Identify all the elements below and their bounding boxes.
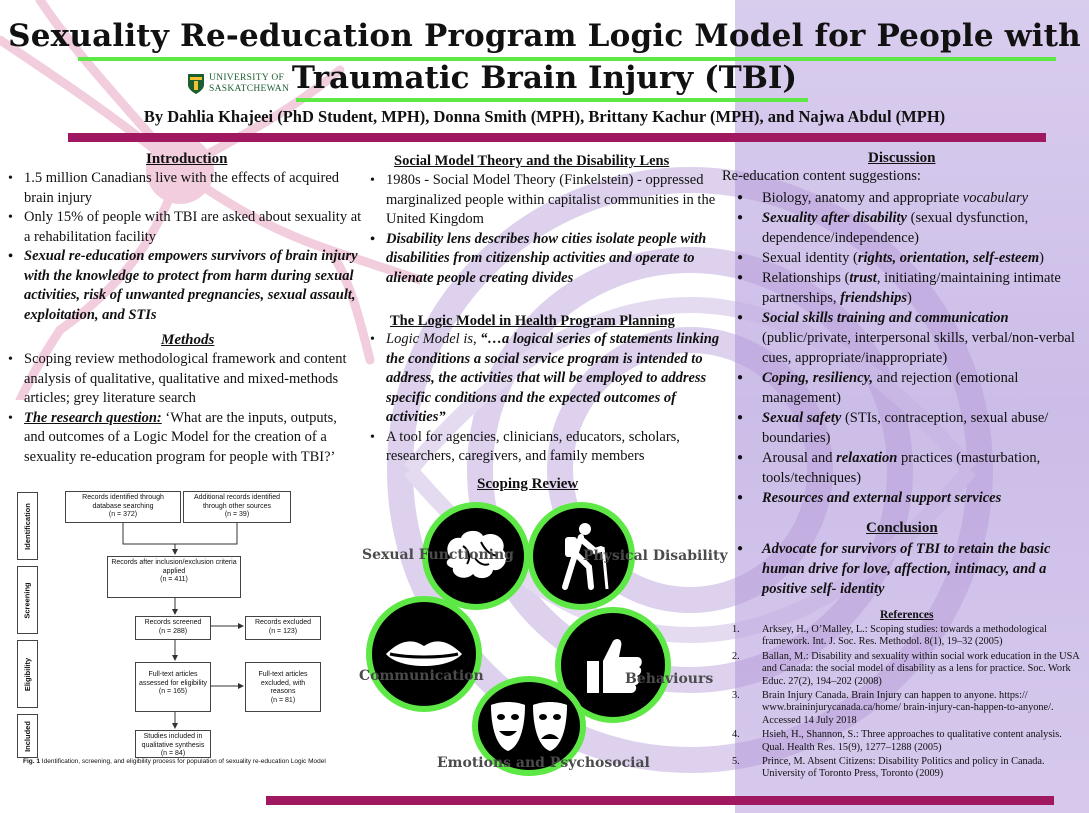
scoping-review-heading: Scoping Review (477, 476, 579, 492)
research-question-label: The research question: (24, 409, 162, 426)
list-item: • Only 15% of people with TBI are asked about sexuality at a rehabilitation facility (6, 208, 366, 247)
list-item: • Logic Model is, “…a logical series of statements linking the conditions a social service program is intended to address, the activities that will be employed to address specific conditions and the expected outcomes of activities” (368, 330, 720, 428)
title-underline-2 (296, 98, 808, 102)
list-item: ● Sexuality after disability (sexual dysfunction, dependence/independence) (724, 208, 1086, 248)
conclusion-list (724, 539, 1086, 599)
label-communication: Communication (359, 668, 484, 684)
prisma-flow-diagram (5, 488, 345, 763)
label-sexual-functioning: Sexual Functioning (362, 547, 514, 563)
methods-heading: Methods (161, 332, 215, 348)
prisma-stage-identification: Identification (17, 492, 38, 560)
list-item: ● Resources and external support services (724, 488, 1086, 508)
methods-list (6, 350, 351, 467)
research-question-text: ‘What are the inputs, outputs, and outcomes of a Logic Model for the creation of a sexuality re-education program for people with TBI?’ (24, 409, 337, 465)
prisma-box-database: Records identified through database searching (n = 372) (65, 491, 181, 523)
list-item: • 1980s - Social Model Theory (Finkelstein) - oppressed marginalized people within capitalist communities in the United Kingdom (368, 171, 720, 230)
prisma-box-excluded: Records excluded (n = 123) (245, 616, 321, 640)
prisma-box-after-criteria: Records after inclusion/exclusion criteria applied (n = 411) (107, 556, 241, 598)
list-item: ● Arousal and relaxation practices (masturbation, tools/techniques) (724, 448, 1086, 488)
figure-caption: Fig. 1 Identification, screening, and eligibility process for population of sexuality re-education Logic Model (23, 758, 326, 765)
discussion-heading: Discussion (868, 150, 936, 166)
reference-item: 3. Brain Injury Canada. Brain Injury can happen to anyone. https:// www.braininjurycanada.ca/home/ brain-injury-can-happen-to-anyone/. Accessed 14 July 2018 (732, 690, 1054, 726)
prisma-stage-eligibility: Eligibility (17, 640, 38, 708)
theatre-masks-icon (489, 699, 569, 753)
list-item: ● Advocate for survivors of TBI to retain the basic human drive for love, affection, intimacy, and a positive self- identity (724, 539, 1086, 599)
poster-title-line2: Traumatic Brain Injury (TBI) (291, 60, 798, 96)
list-item (6, 409, 351, 468)
prisma-box-fulltext-excluded: Full-text articles excluded, with reasons (n = 81) (245, 662, 321, 712)
conclusion-heading: Conclusion (866, 520, 938, 536)
prisma-stage-included: Included (17, 714, 38, 758)
prisma-box-fulltext: Full-text articles assessed for eligibility (n = 165) (135, 662, 211, 712)
prisma-box-screened: Records screened (n = 288) (135, 616, 211, 640)
list-item: ● Coping, resiliency, and rejection (emotional management) (724, 368, 1086, 408)
list-item: ● Sexual safety (STIs, contraception, sexual abuse/ boundaries) (724, 408, 1086, 448)
list-item: • Scoping review methodological framework and content analysis of qualitative, qualitative and mixed-methods articles; grey literature search (6, 350, 351, 409)
reference-item: 5. Prince, M. Absent Citizens: Disability Politics and policy in Canada. University of Toronto Press, Toronto (2009) (732, 756, 1045, 780)
discussion-list (724, 188, 1086, 508)
prisma-box-included: Studies included in qualitative synthesis (n = 84) (135, 730, 211, 758)
footer-divider-bar (266, 796, 1054, 805)
list-item: • 1.5 million Canadians live with the effects of acquired brain injury (6, 169, 366, 208)
prisma-stage-screening: Screening (17, 566, 38, 634)
list-item: • A tool for agencies, clinicians, educators, scholars, researchers, caregivers, and family members (368, 428, 720, 467)
logo-text: UNIVERSITY OF SASKATCHEWAN (209, 73, 290, 94)
label-emotions: Emotions and Psychosocial (437, 755, 650, 771)
prisma-box-other-sources: Additional records identified through other sources (n = 39) (183, 491, 291, 523)
circle-communication (366, 596, 482, 712)
label-behaviours: Behaviours (625, 671, 714, 687)
logic-model-list (368, 330, 720, 467)
crest-icon (187, 73, 205, 95)
reference-item: 1. Arksey, H., O’Malley, L.: Scoping studies: towards a methodological framework. Int. J. Soc. Res. Methodol. 8(1), 19–32 (2005) (732, 624, 1047, 648)
list-item: ● Biology, anatomy and appropriate vocabulary (724, 188, 1086, 208)
introduction-list (6, 169, 366, 325)
university-logo (187, 73, 289, 95)
label-physical-disability: Physical Disability (583, 548, 728, 564)
social-model-heading: Social Model Theory and the Disability Lens (394, 153, 670, 169)
discussion-intro: Re-education content suggestions: (722, 168, 921, 184)
social-model-list (368, 171, 720, 288)
list-item: • Disability lens describes how cities isolate people with disabilities from citizenship activities and operate to alienate people creating divides (368, 230, 720, 289)
references-heading: References (880, 609, 934, 621)
logic-model-heading: The Logic Model in Health Program Planning (390, 313, 675, 329)
header-divider-bar (68, 133, 1046, 142)
reference-item: 4. Hsieh, H., Shannon, S.: Three approaches to qualitative content analysis. Qual. Health Res. 15(9), 1277–1288 (2005) (732, 729, 1062, 753)
authors: By Dahlia Khajeei (PhD Student, MPH), Donna Smith (MPH), Brittany Kachur (MPH), and Najwa Abdul (MPH) (143, 107, 946, 126)
list-item: ● Social skills training and communication (public/private, interpersonal skills, verbal/non-verbal cues, appropriate/inappropriate) (724, 308, 1086, 368)
list-item: ● Sexual identity (rights, orientation, self-esteem) (724, 248, 1086, 268)
reference-item: 2. Ballan, M.: Disability and sexuality within social work education in the USA and Canada: the social model of disability as a lens for practice. Soc. Work Educ. 27(2), 194–202 (2008) (732, 650, 1080, 687)
introduction-heading: Introduction (146, 151, 228, 167)
list-item: • Sexual re-education empowers survivors of brain injury with the knowledge to protect from harm during sexual activities, risk of unwanted pregnancies, sexual assault, exploitation, and STIs (6, 247, 366, 325)
references-list (730, 624, 1085, 783)
list-item: ● Relationships (trust, initiating/maintaining intimate partnerships, friendships) (724, 268, 1086, 308)
poster-title-line1: Sexuality Re-education Program Logic Model for People with (8, 18, 1081, 54)
